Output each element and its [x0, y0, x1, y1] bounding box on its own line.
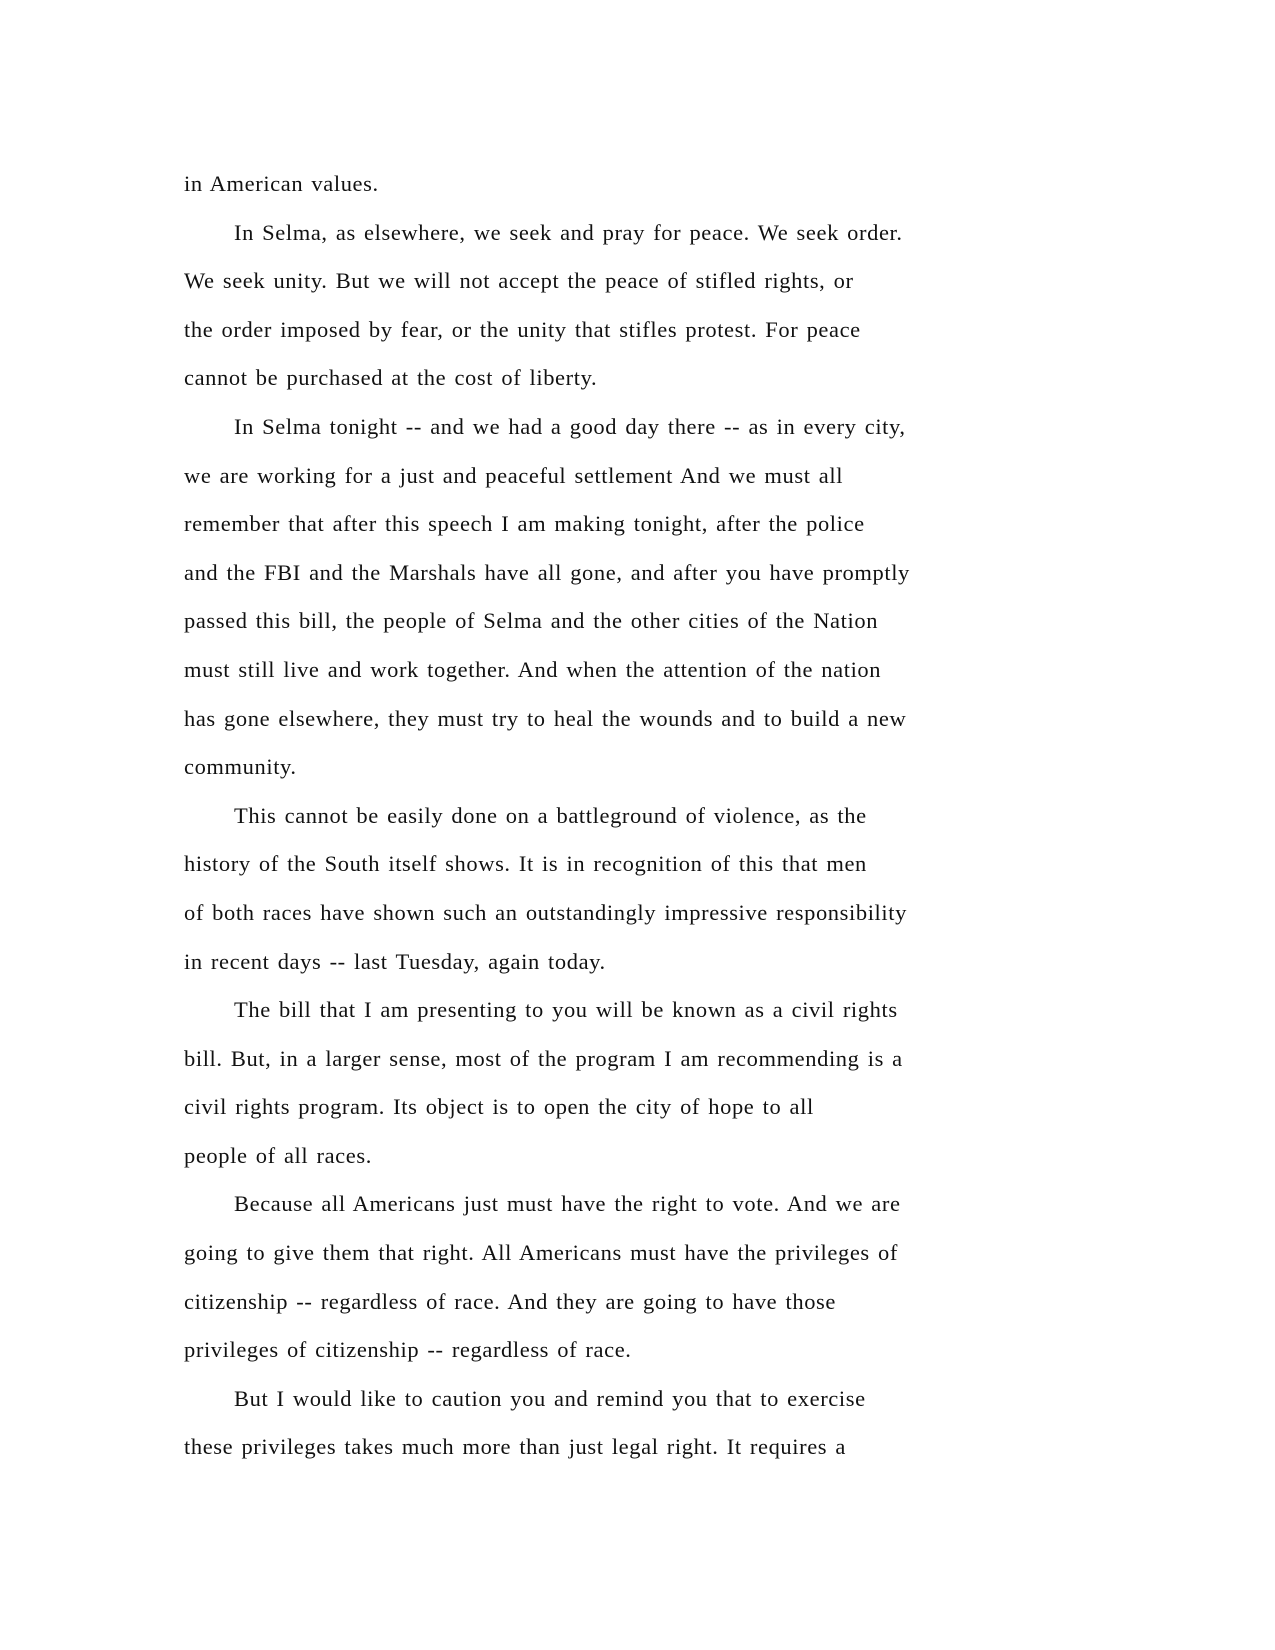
- text-line: community.: [184, 754, 297, 780]
- paragraph: [184, 792, 1084, 986]
- text-line: But I would like to caution you and remind you that to exercise: [234, 1385, 866, 1411]
- text-line: civil rights program. Its object is to open the city of hope to all: [184, 1094, 814, 1120]
- paragraph: [184, 1180, 1084, 1374]
- text-line: citizenship -- regardless of race. And they are going to have those: [184, 1288, 836, 1314]
- text-line: history of the South itself shows. It is in recognition of this that men: [184, 851, 867, 877]
- text-line: the order imposed by fear, or the unity that stifles protest. For peace: [184, 316, 861, 342]
- text-line: We seek unity. But we will not accept the peace of stifled rights, or: [184, 268, 854, 294]
- text-line: these privileges takes much more than just legal right. It requires a: [184, 1434, 846, 1460]
- text-line: must still live and work together. And when the attention of the nation: [184, 656, 882, 682]
- text-line: passed this bill, the people of Selma and the other cities of the Nation: [184, 608, 879, 634]
- text-line: privileges of citizenship -- regardless of race.: [184, 1337, 632, 1363]
- text-line: Because all Americans just must have the right to vote. And we are: [234, 1191, 901, 1217]
- text-line: of both races have shown such an outstandingly impressive responsibility: [184, 899, 907, 925]
- paragraph: [184, 403, 1084, 792]
- text-line: and the FBI and the Marshals have all gone, and after you have promptly: [184, 559, 910, 585]
- text-line: In Selma, as elsewhere, we seek and pray for peace. We seek order.: [234, 219, 903, 245]
- paragraph: [184, 1375, 1084, 1472]
- paragraph: [184, 160, 1084, 209]
- text-line: remember that after this speech I am making tonight, after the police: [184, 511, 865, 537]
- text-line: cannot be purchased at the cost of liberty.: [184, 365, 598, 391]
- paragraph: [184, 986, 1084, 1180]
- text-line: in American values.: [184, 171, 379, 196]
- text-line: has gone elsewhere, they must try to heal the wounds and to build a new: [184, 705, 907, 731]
- text-line: This cannot be easily done on a battleground of violence, as the: [234, 802, 867, 828]
- text-line: The bill that I am presenting to you will be known as a civil rights: [234, 997, 898, 1023]
- text-line: we are working for a just and peaceful settlement And we must all: [184, 462, 844, 488]
- text-line: In Selma tonight -- and we had a good day there -- as in every city,: [234, 413, 906, 439]
- document-body: [184, 160, 1084, 1472]
- text-line: in recent days -- last Tuesday, again today.: [184, 948, 606, 974]
- text-line: going to give them that right. All Americans must have the privileges of: [184, 1240, 898, 1266]
- text-line: people of all races.: [184, 1142, 372, 1168]
- paragraph: [184, 209, 1084, 403]
- text-line: bill. But, in a larger sense, most of the program I am recommending is a: [184, 1045, 903, 1071]
